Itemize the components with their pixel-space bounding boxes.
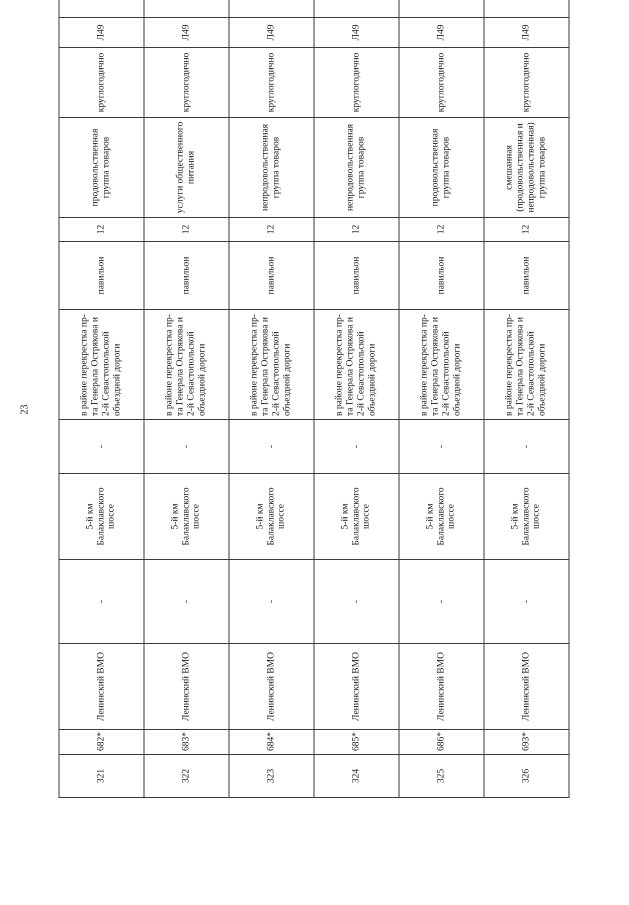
row-number: 325 bbox=[399, 755, 484, 798]
specialization: продовольственная группа товаров bbox=[59, 118, 144, 218]
row-number: 323 bbox=[229, 755, 314, 798]
object-code: 685* bbox=[314, 730, 399, 755]
area: 12 bbox=[144, 218, 229, 242]
object-code: 684* bbox=[229, 730, 314, 755]
empty-cell: - bbox=[484, 560, 569, 644]
location: 5-й км Балаклавского шоссе bbox=[229, 474, 314, 560]
empty-cell: - bbox=[399, 560, 484, 644]
empty-cell bbox=[144, 0, 229, 18]
row-number: 322 bbox=[144, 755, 229, 798]
empty-cell: - bbox=[144, 420, 229, 474]
empty-cell: - bbox=[144, 560, 229, 644]
address: в районе перекрестка пр-та Генерала Острякова и 2-й Севастопольской объездной дороги bbox=[314, 310, 399, 420]
empty-cell: - bbox=[484, 420, 569, 474]
code2: Л49 bbox=[144, 18, 229, 48]
address: в районе перекрестка пр-та Генерала Острякова и 2-й Севастопольской объездной дороги bbox=[144, 310, 229, 420]
empty-cell: - bbox=[229, 420, 314, 474]
district: Ленинский ВМО bbox=[399, 644, 484, 730]
specialization: смешанная (продовольственная и непродовольственная) группа товаров bbox=[484, 118, 569, 218]
object-code: 686* bbox=[399, 730, 484, 755]
specialization: непродовольственная группа товаров bbox=[229, 118, 314, 218]
row-number: 324 bbox=[314, 755, 399, 798]
table-row bbox=[59, 0, 144, 798]
location: 5-й км Балаклавского шоссе bbox=[314, 474, 399, 560]
period: круглогодично bbox=[144, 48, 229, 118]
district: Ленинский ВМО bbox=[229, 644, 314, 730]
empty-cell: - bbox=[314, 560, 399, 644]
table-row bbox=[484, 0, 569, 798]
area: 12 bbox=[59, 218, 144, 242]
period: круглогодично bbox=[399, 48, 484, 118]
location: 5-й км Балаклавского шоссе bbox=[144, 474, 229, 560]
address: в районе перекрестка пр-та Генерала Острякова и 2-й Севастопольской объездной дороги bbox=[59, 310, 144, 420]
empty-cell bbox=[59, 0, 144, 18]
page-number: 23 bbox=[19, 404, 31, 415]
specialization: непродовольственная группа товаров bbox=[314, 118, 399, 218]
empty-cell bbox=[314, 0, 399, 18]
code2: Л49 bbox=[314, 18, 399, 48]
address: в районе перекрестка пр-та Генерала Острякова и 2-й Севастопольской объездной дороги bbox=[484, 310, 569, 420]
specialization: услуги общественного питания bbox=[144, 118, 229, 218]
table-row bbox=[229, 0, 314, 798]
empty-cell: - bbox=[229, 560, 314, 644]
address: в районе перекрестка пр-та Генерала Острякова и 2-й Севастопольской объездной дороги bbox=[229, 310, 314, 420]
period: круглогодично bbox=[59, 48, 144, 118]
object-type: павильон bbox=[59, 242, 144, 310]
district: Ленинский ВМО bbox=[314, 644, 399, 730]
table-row bbox=[399, 0, 484, 798]
empty-cell: - bbox=[59, 560, 144, 644]
district: Ленинский ВМО bbox=[484, 644, 569, 730]
location: 5-й км Балаклавского шоссе bbox=[484, 474, 569, 560]
district: Ленинский ВМО bbox=[59, 644, 144, 730]
area: 12 bbox=[229, 218, 314, 242]
empty-cell bbox=[484, 0, 569, 18]
empty-cell: - bbox=[59, 420, 144, 474]
period: круглогодично bbox=[484, 48, 569, 118]
code2: Л49 bbox=[399, 18, 484, 48]
table-row bbox=[314, 0, 399, 798]
empty-cell: - bbox=[399, 420, 484, 474]
district: Ленинский ВМО bbox=[144, 644, 229, 730]
object-type: павильон bbox=[314, 242, 399, 310]
code2: Л49 bbox=[229, 18, 314, 48]
period: круглогодично bbox=[229, 48, 314, 118]
object-code: 682* bbox=[59, 730, 144, 755]
object-type: павильон bbox=[229, 242, 314, 310]
location: 5-й км Балаклавского шоссе bbox=[399, 474, 484, 560]
area: 12 bbox=[314, 218, 399, 242]
empty-cell bbox=[229, 0, 314, 18]
location: 5-й км Балаклавского шоссе bbox=[59, 474, 144, 560]
object-code: 683* bbox=[144, 730, 229, 755]
address: в районе перекрестка пр-та Генерала Острякова и 2-й Севастопольской объездной дороги bbox=[399, 310, 484, 420]
row-number: 326 bbox=[484, 755, 569, 798]
area: 12 bbox=[399, 218, 484, 242]
empty-cell: - bbox=[314, 420, 399, 474]
object-type: павильон bbox=[399, 242, 484, 310]
object-code: 693* bbox=[484, 730, 569, 755]
registry-table-wrapper bbox=[59, 26, 570, 798]
object-type: павильон bbox=[484, 242, 569, 310]
table-body bbox=[59, 0, 569, 798]
code2: Л49 bbox=[59, 18, 144, 48]
registry-table bbox=[59, 0, 570, 798]
area: 12 bbox=[484, 218, 569, 242]
object-type: павильон bbox=[144, 242, 229, 310]
period: круглогодично bbox=[314, 48, 399, 118]
empty-cell bbox=[399, 0, 484, 18]
table-row bbox=[144, 0, 229, 798]
code2: Л49 bbox=[484, 18, 569, 48]
specialization: продовольственная группа товаров bbox=[399, 118, 484, 218]
row-number: 321 bbox=[59, 755, 144, 798]
